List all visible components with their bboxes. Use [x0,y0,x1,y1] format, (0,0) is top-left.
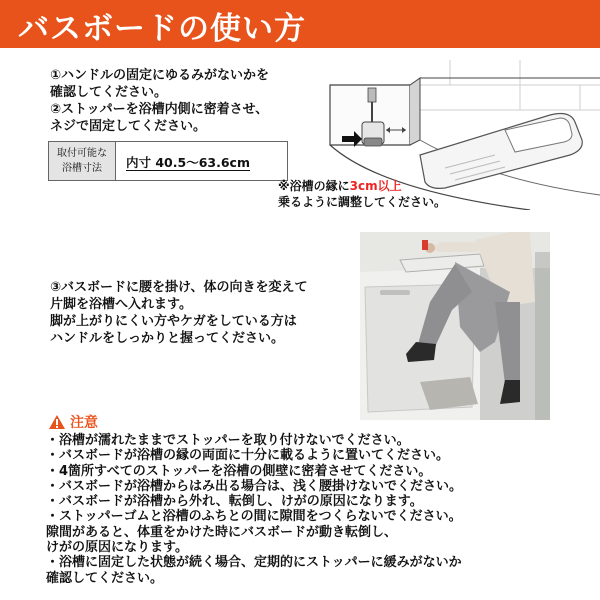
caution-line: ・バスボードが浴槽の縁の両面に十分に載るように置いてください。 [46,448,450,464]
step-line: ①ハンドルの固定にゆるみがないかを [50,68,270,83]
caution-line: 確認してください。 [46,570,164,586]
caution-line: ・バスボードが浴槽から外れ、転倒し、けがの原因になります。 [46,494,423,510]
note-prefix: ※浴槽の縁に [278,179,350,193]
size-table-header [49,142,116,180]
header-bar [0,0,600,48]
size-head-line: 浴槽寸法 [62,163,102,174]
size-table-value [116,142,287,180]
step-line: ②ストッパーを浴槽内側に密着させ、 [50,102,269,117]
bathtub-size-table [48,141,288,181]
person-on-bathboard-photo [360,232,550,420]
step-3 [50,279,360,347]
note-highlight: 3cm以上 [349,179,402,193]
caution-label: 注意 [70,415,98,431]
step-line: ハンドルをしっかりと握ってください。 [50,331,285,346]
caution-list [46,433,598,586]
size-head-line: 取付可能な [57,148,107,159]
caution-heading [48,412,98,432]
page-title: バスボードの使い方 [18,11,306,47]
caution-line: ・バスボードが浴槽からはみ出る場合は、浅く腰掛けないでください。 [46,478,463,494]
caution-line: けがの原因になります。 [46,540,188,556]
note-line [278,178,478,194]
caution-line: ・4箇所すべてのストッパーを浴槽の側壁に密着させてください。 [46,463,432,479]
step-line: 脚が上がりにくい方やケガをしている方は [50,314,297,329]
step-line: ネジで固定してください。 [50,119,207,134]
caution-line: ・浴槽に固定した状態が続く場合、定期的にストッパーに緩みがないか [46,555,462,571]
size-value-text: 内寸 40.5〜63.6cm [126,155,250,170]
note-line: 乗るように調整してください。 [278,195,447,209]
caution-line: ・浴槽が濡れたままでストッパーを取り付けないでください。 [46,433,410,448]
caution-line: 隙間があると、体重をかけた時にバスボードが動き転倒し、 [46,524,398,540]
step-line: ③バスボードに腰を掛け、体の向きを変えて [50,280,308,295]
steps-1-2 [50,67,340,135]
caution-line: ・ストッパーゴムと浴槽のふちとの間に隙間をつくらないでください。 [46,509,462,525]
warning-triangle-icon [48,414,66,430]
rim-adjust-note [278,178,478,210]
step-line: 確認してください。 [50,85,168,100]
step-line: 片脚を浴槽へ入れます。 [50,297,192,312]
